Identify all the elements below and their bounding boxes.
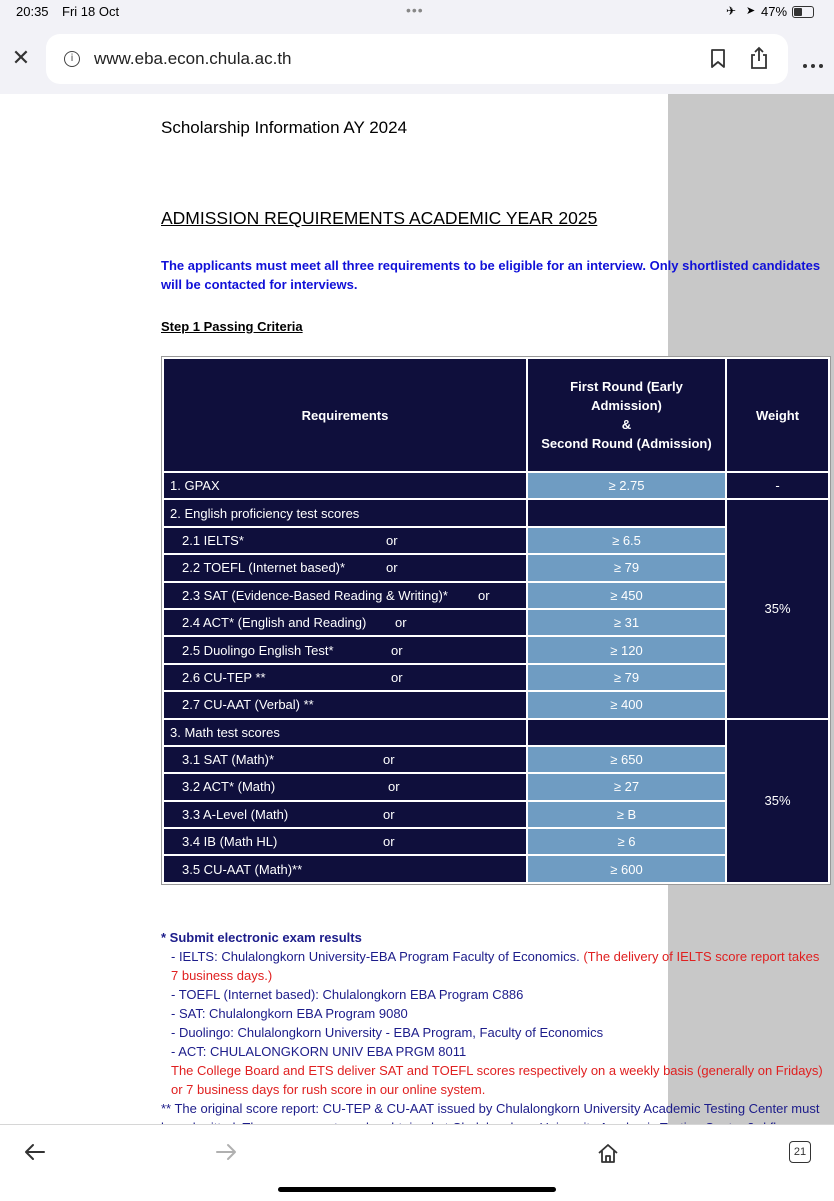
or-text: or: [395, 615, 407, 631]
more-options-icon[interactable]: [801, 55, 829, 65]
math-item-value: ≥ 6: [528, 829, 725, 854]
header-round: [528, 359, 725, 471]
back-arrow-icon[interactable]: [24, 1143, 46, 1161]
or-text: or: [383, 834, 395, 850]
english-item-value: ≥ 79: [528, 665, 725, 690]
gpax-weight: -: [727, 473, 828, 498]
english-item-label: [164, 528, 526, 553]
status-bar: [0, 0, 834, 24]
location-icon: ➤: [746, 5, 756, 17]
item-text: 2.2 TOEFL (Internet based)*: [182, 560, 346, 576]
tabs-count-icon[interactable]: 21: [789, 1141, 811, 1163]
math-item-label: [164, 747, 526, 772]
or-text: or: [383, 752, 395, 768]
english-item-label: [164, 665, 526, 690]
english-label: 2. English proficiency test scores: [164, 500, 526, 525]
math-weight: 35%: [727, 720, 828, 882]
browser-toolbar: [0, 1124, 834, 1201]
battery-percent: 47%: [761, 4, 788, 19]
or-text: or: [478, 587, 490, 603]
table-row: [164, 473, 828, 498]
notice-text: The applicants must meet all three requirements to be eligible for an interview. Only shortlisted candidates will be contacted for interviews.: [161, 258, 821, 292]
english-item-value: ≥ 79: [528, 555, 725, 580]
ielts-delivery-note: (The delivery of IELTS score report takes 7 business days.): [171, 949, 820, 983]
requirements-table: [161, 356, 831, 885]
admission-title: ADMISSION REQUIREMENTS ACADEMIC YEAR 2025: [161, 208, 598, 228]
share-icon[interactable]: [750, 46, 768, 70]
battery-icon: [792, 6, 814, 18]
or-text: or: [386, 560, 398, 576]
header-weight: Weight: [727, 359, 828, 471]
gpax-label: 1. GPAX: [164, 473, 526, 498]
duolingo-note: - Duolingo: Chulalongkorn University - EBA Program, Faculty of Economics: [171, 1025, 604, 1040]
item-text: 2.7 CU-AAT (Verbal) **: [182, 697, 314, 713]
english-item-value: ≥ 31: [528, 610, 725, 635]
english-item-label: [164, 692, 526, 717]
english-item-value: ≥ 120: [528, 637, 725, 662]
math-item-value: ≥ 27: [528, 774, 725, 799]
or-text: or: [388, 779, 400, 795]
english-weight: 35%: [727, 500, 828, 717]
sat-note: - SAT: Chulalongkorn EBA Program 9080: [171, 1006, 408, 1021]
header-round-line2: Second Round (Admission): [541, 436, 712, 451]
table-header-row: [164, 359, 828, 471]
scholarship-link[interactable]: Scholarship Information AY 2024: [161, 118, 408, 137]
english-item-value: ≥ 6.5: [528, 528, 725, 553]
english-item-value: ≥ 450: [528, 583, 725, 608]
or-text: or: [391, 642, 403, 658]
or-text: or: [391, 669, 403, 685]
ielts-note: [161, 947, 827, 985]
close-icon[interactable]: ✕: [11, 45, 31, 70]
url-text[interactable]: www.eba.econ.chula.ac.th: [94, 49, 292, 68]
item-text: 2.6 CU-TEP **: [182, 669, 266, 685]
toefl-note: - TOEFL (Internet based): Chulalongkorn EBA Program C886: [171, 987, 524, 1002]
multitask-dots-icon[interactable]: •••: [406, 2, 424, 18]
math-value-empty: [528, 720, 725, 745]
english-item-label: [164, 637, 526, 662]
gpax-value: ≥ 2.75: [528, 473, 725, 498]
math-item-label: [164, 774, 526, 799]
item-text: 3.2 ACT* (Math): [182, 779, 276, 795]
status-time: 20:35: [16, 4, 49, 19]
original-report-note: ** The original score report: CU-TEP & CU-AAT issued by Chulalongkorn University Academic Testing Center must: [161, 1101, 820, 1116]
item-text: 2.5 Duolingo English Test*: [182, 642, 334, 658]
math-label: 3. Math test scores: [164, 720, 526, 745]
act-note: - ACT: CHULALONGKORN UNIV EBA PRGM 8011: [171, 1044, 467, 1059]
status-date: Fri 18 Oct: [62, 4, 120, 19]
table-row: [164, 720, 828, 745]
english-item-label: [164, 610, 526, 635]
ielts-note-text: - IELTS: Chulalongkorn University-EBA Program Faculty of Economics.: [171, 949, 580, 964]
math-item-label: [164, 856, 526, 881]
math-item-value: ≥ 600: [528, 856, 725, 881]
table-row: [164, 500, 828, 525]
exam-notes: [161, 928, 827, 1137]
address-bar[interactable]: [46, 34, 788, 84]
header-round-line1: First Round (Early Admission): [570, 379, 683, 413]
item-text: 2.4 ACT* (English and Reading): [182, 615, 367, 631]
math-item-value: ≥ B: [528, 802, 725, 827]
item-text: 3.3 A-Level (Math): [182, 806, 289, 822]
header-round-amp: &: [621, 417, 632, 432]
english-item-label: [164, 583, 526, 608]
english-value-empty: [528, 500, 725, 525]
submit-heading: * Submit electronic exam results: [161, 930, 362, 945]
info-icon[interactable]: i: [64, 51, 80, 67]
english-item-label: [164, 555, 526, 580]
college-board-note: The College Board and ETS deliver SAT and TOEFL scores respectively on a weekly basis (generally on Fridays) or 7 business days for rush score in our online system.: [171, 1063, 823, 1097]
or-text: or: [386, 532, 398, 548]
math-item-label: [164, 829, 526, 854]
forward-arrow-icon[interactable]: [215, 1143, 237, 1161]
item-text: 3.5 CU-AAT (Math)**: [182, 861, 303, 877]
web-content: [0, 94, 834, 1124]
math-item-value: ≥ 650: [528, 747, 725, 772]
step1-heading: Step 1 Passing Criteria: [161, 319, 303, 334]
bookmark-icon[interactable]: [710, 49, 726, 69]
home-icon[interactable]: [597, 1143, 619, 1163]
item-text: 2.3 SAT (Evidence-Based Reading & Writing)*: [182, 587, 448, 603]
english-item-value: ≥ 400: [528, 692, 725, 717]
header-requirements: Requirements: [164, 359, 526, 471]
item-text: 3.4 IB (Math HL): [182, 834, 278, 850]
browser-header: [0, 24, 834, 94]
item-text: 3.1 SAT (Math)*: [182, 752, 274, 768]
airplane-icon: ✈: [726, 4, 737, 18]
or-text: or: [383, 806, 395, 822]
item-text: 2.1 IELTS*: [182, 532, 244, 548]
home-indicator: [278, 1187, 556, 1192]
math-item-label: [164, 802, 526, 827]
